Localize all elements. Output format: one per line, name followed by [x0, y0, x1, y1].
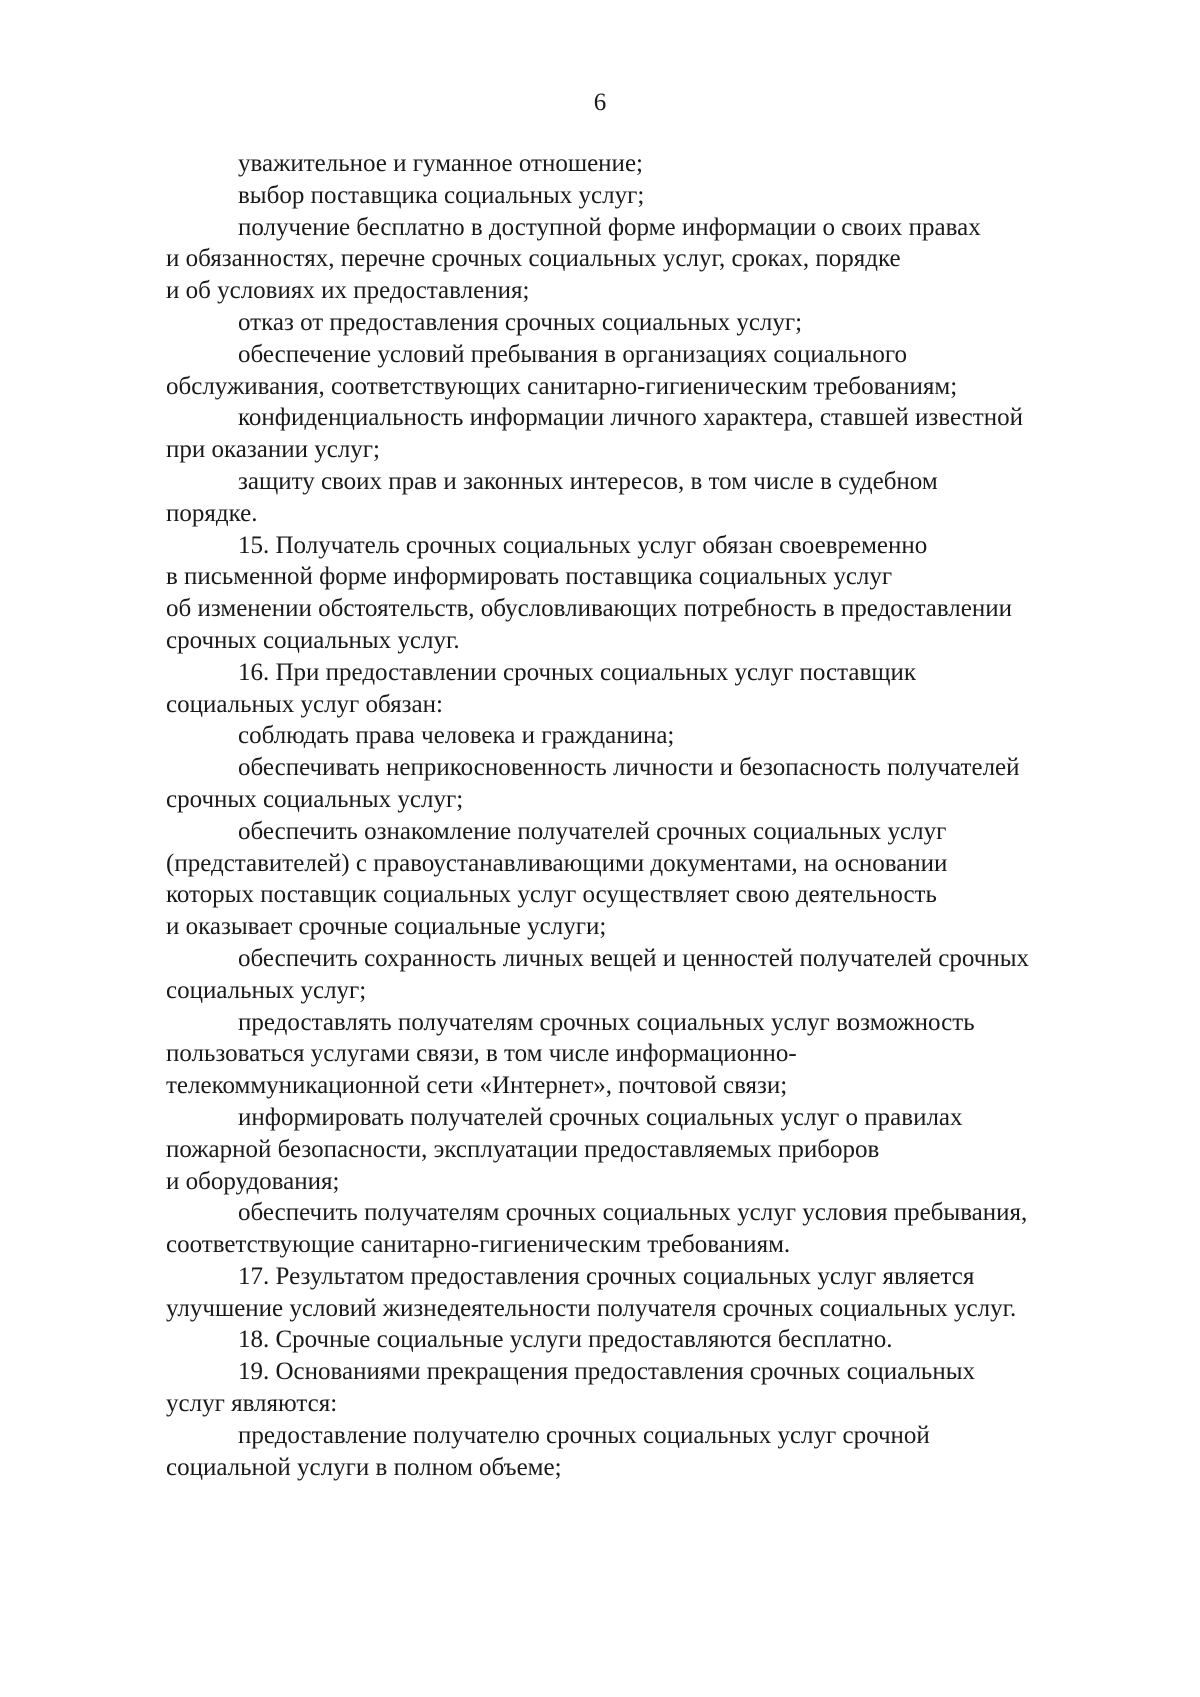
paragraph: обеспечить сохранность личных вещей и ценностей получателей срочных социальных услуг;	[166, 944, 1029, 1004]
page-number: 6	[593, 89, 607, 116]
paragraph-item-18: 18. Срочные социальные услуги предоставляются бесплатно.	[238, 1326, 893, 1354]
paragraph: информировать получателей срочных социальных услуг о правилах пожарной безопасности, эксплуатации предоставляемых приборов и оборудования;	[166, 1103, 963, 1195]
paragraph: выбор поставщика социальных услуг;	[238, 181, 645, 209]
paragraph: обеспечить получателям срочных социальных услуг условия пребывания, соответствующие санитарно-гигиеническим требованиям.	[166, 1199, 1028, 1259]
paragraph: предоставление получателю срочных социальных услуг срочной социальной услуги в полном объеме;	[166, 1421, 930, 1481]
paragraph-item-16: 16. При предоставлении срочных социальных услуг поставщик социальных услуг обязан:	[166, 658, 917, 718]
paragraph-item-15: 15. Получатель срочных социальных услуг обязан своевременно в письменной форме информировать поставщика социальных услуг об изменении обстоятельств, обусловливающих потребность в предоставлении срочных социальных услуг.	[166, 531, 1013, 654]
paragraph: обеспечение условий пребывания в организациях социального обслуживания, соответствующих санитарно-гигиеническим требованиям;	[166, 340, 958, 400]
paragraph: защиту своих прав и законных интересов, в том числе в судебном порядке.	[166, 467, 938, 527]
paragraph: отказ от предоставления срочных социальных услуг;	[238, 308, 803, 336]
paragraph: предоставлять получателям срочных социальных услуг возможность пользоваться услугами связи, в том числе информационно- телекоммуникационной сети «Интернет», почтовой связи;	[166, 1008, 975, 1100]
paragraph: конфиденциальность информации личного характера, ставшей известной при оказании услуг;	[166, 404, 1023, 464]
paragraph: получение бесплатно в доступной форме информации о своих правах и обязанностях, перечне срочных социальных услуг, сроках, порядке и об условиях их предоставления;	[166, 213, 981, 305]
paragraph: обеспечить ознакомление получателей срочных социальных услуг (представителей) с правоустанавливающими документами, на основании которых поставщик социальных услуг осуществляет свою деятельность и оказывает срочные социальные услуги;	[166, 817, 948, 941]
paragraph-item-19: 19. Основаниями прекращения предоставления срочных социальных услуг являются:	[166, 1358, 976, 1418]
paragraph-item-17: 17. Результатом предоставления срочных социальных услуг является улучшение условий жизнедеятельности получателя срочных социальных услуг.	[166, 1262, 1017, 1322]
document-body	[166, 148, 1146, 1483]
paragraph: уважительное и гуманное отношение;	[238, 150, 643, 177]
paragraph: обеспечивать неприкосновенность личности и безопасность получателей срочных социальных услуг;	[166, 754, 1020, 813]
paragraph: соблюдать права человека и гражданина;	[238, 722, 675, 750]
